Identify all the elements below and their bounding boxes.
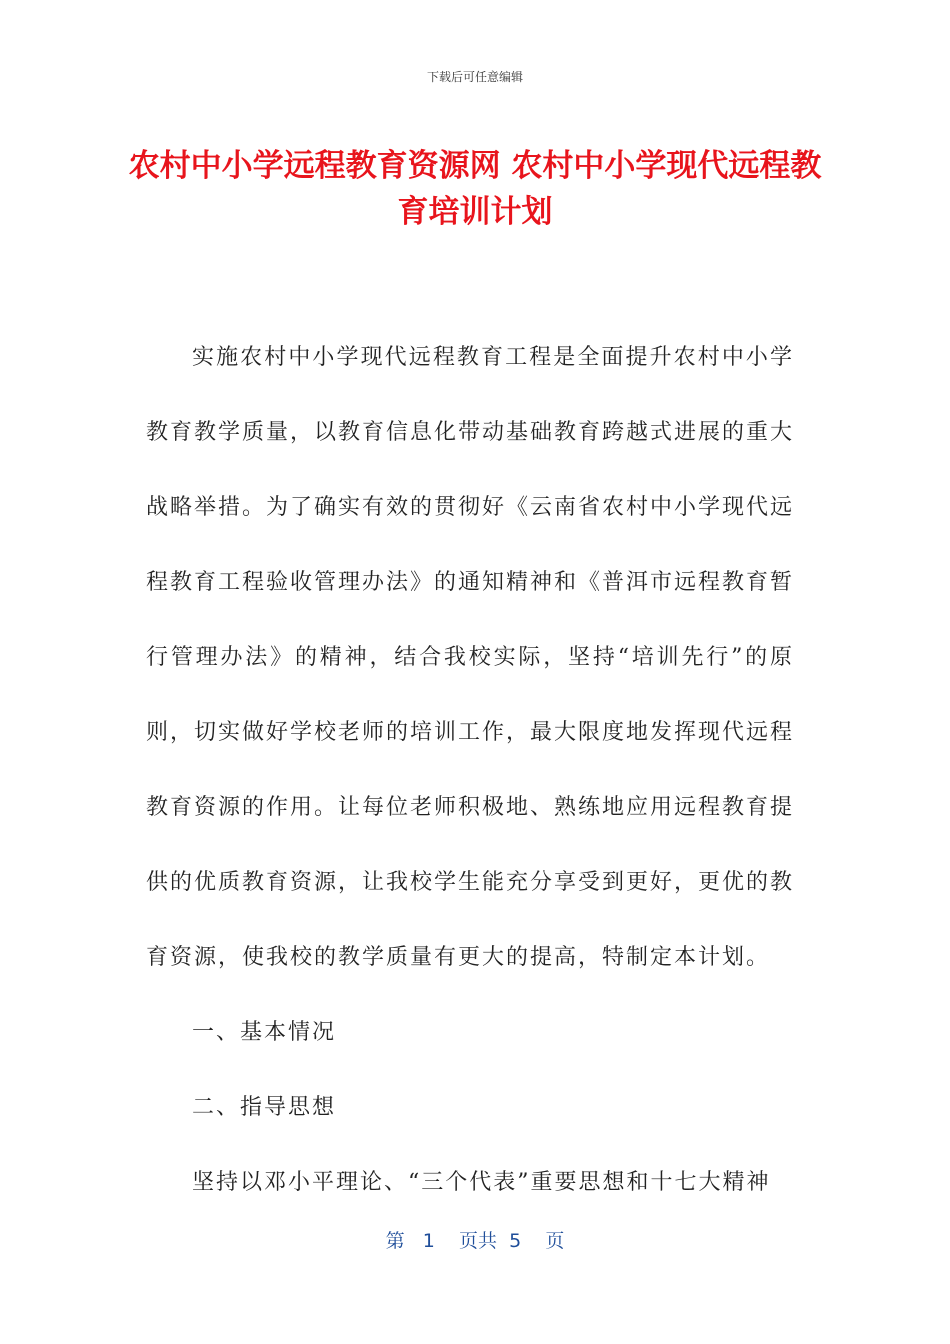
footer-current-page: 1 — [422, 1230, 435, 1252]
page-footer — [0, 1226, 950, 1253]
footer-suffix: 页 — [545, 1230, 565, 1252]
footer-prefix: 第 — [385, 1230, 405, 1252]
body-paragraph-guiding-ideology: 坚持以邓小平理论、“三个代表”重要思想和十七大精神 — [192, 1170, 771, 1195]
body-paragraph-intro: 实施农村中小学现代远程教育工程是全面提升农村中小学教育教学质量，以教育信息化带动基础教育跨越式进展的重大战略举措。为了确实有效的贯彻好《云南省农村中小学现代远程教育工程验收管理办法》的通知精神和《普洱市远程教育暂行管理办法》的精神，结合我校实际，坚持“培训先行”的原则，切实做好学校老师的培训工作，最大限度地发挥现代远程教育资源的作用。让每位老师积极地、熟练地应用远程教育提供的优质教育资源，让我校学生能充分享受到更好，更优的教育资源，使我校的教学质量有更大的提高，特制定本计划。 — [146, 345, 795, 970]
section-heading-basic-situation: 一、基本情况 — [192, 1020, 337, 1045]
document-title: 农村中小学远程教育资源网 农村中小学现代远程教育培训计划 — [128, 148, 822, 230]
document-body — [146, 320, 794, 1220]
footer-middle: 页共 — [459, 1230, 498, 1252]
section-heading-guiding-ideology: 二、指导思想 — [192, 1095, 337, 1120]
footer-total-pages: 5 — [509, 1230, 522, 1252]
header-note: 下载后可任意编辑 — [426, 70, 523, 84]
